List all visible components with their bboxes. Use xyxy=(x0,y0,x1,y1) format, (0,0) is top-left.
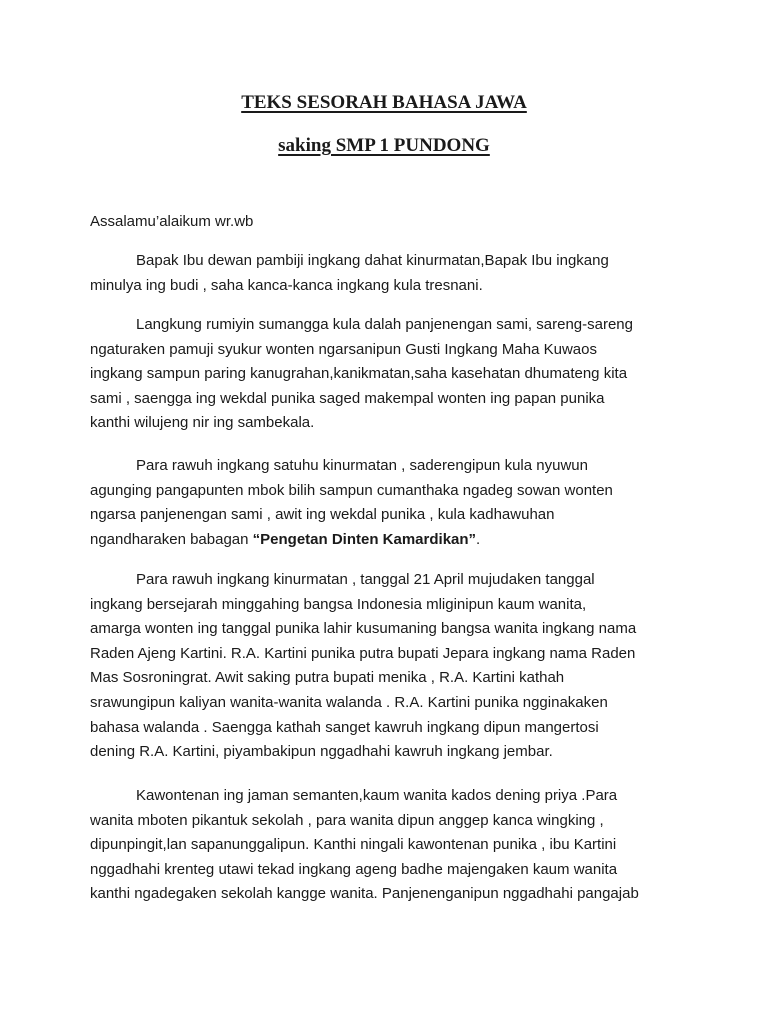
paragraph-2 xyxy=(90,313,690,436)
paragraph-line: ingkang bersejarah minggahing bangsa Indonesia mliginipun kaum wanita, xyxy=(90,595,587,613)
paragraph-line: ingkang sampun paring kanugrahan,kanikmatan,saha kasehatan dhumateng kita xyxy=(90,365,628,383)
paragraph-5 xyxy=(90,784,690,907)
paragraph-line: sami , saengga ing wekdal punika saged makempal wonten ing papan punika xyxy=(90,389,605,407)
paragraph-line: ngaturaken pamuji syukur wonten ngarsanipun Gusti Ingkang Maha Kuwaos xyxy=(90,340,597,358)
paragraph-line: Para rawuh ingkang satuhu kinurmatan , saderengipun kula nyuwun xyxy=(136,457,588,474)
paragraph-line: Kawontenan ing jaman semanten,kaum wanita kados dening priya .Para xyxy=(136,787,618,804)
paragraph-last-line xyxy=(90,528,690,553)
paragraph-line: Raden Ajeng Kartini. R.A. Kartini punika putra bupati Jepara ingkang nama Raden xyxy=(90,644,636,662)
paragraph-1 xyxy=(90,249,690,298)
greeting-line: Assalamu’alaikum wr.wb xyxy=(90,213,254,230)
paragraph-3 xyxy=(90,454,690,552)
topic-prefix: ngandharaken babagan xyxy=(90,530,253,548)
document-title: TEKS SESORAH BAHASA JAWA xyxy=(241,92,527,113)
paragraph-line: Langkung rumiyin sumangga kula dalah panjenengan sami, sareng-sareng xyxy=(136,316,633,333)
paragraph-line: agunging pangapunten mbok bilih sampun cumanthaka ngadeg sowan wonten xyxy=(90,481,613,499)
paragraph-line: Bapak Ibu dewan pambiji ingkang dahat kinurmatan,Bapak Ibu ingkang xyxy=(136,252,609,269)
topic-suffix: . xyxy=(476,530,481,548)
paragraph-line: kanthi wilujeng nir ing sambekala. xyxy=(90,414,315,432)
paragraph-line: Mas Sosroningrat. Awit saking putra bupati menika , R.A. Kartini kathah xyxy=(90,669,565,687)
paragraph-line: amarga wonten ing tanggal punika lahir kusumaning bangsa wanita ingkang nama xyxy=(90,620,637,638)
paragraph-line: dening R.A. Kartini, piyambakipun nggadhahi kawruh ingkang jembar. xyxy=(90,743,553,761)
paragraph-line: Para rawuh ingkang kinurmatan , tanggal 21 April mujudaken tanggal xyxy=(136,571,595,588)
greeting xyxy=(90,210,690,235)
paragraph-line: bahasa walanda . Saengga kathah sanget kawruh ingkang dipun mangertosi xyxy=(90,718,599,736)
paragraph-4 xyxy=(90,568,690,765)
paragraph-line: srawungipun kaliyan wanita-wanita walanda . R.A. Kartini punika ngginakaken xyxy=(90,693,608,711)
paragraph-line: ngarsa panjenengan sami , awit ing wekdal punika , kula kadhawuhan xyxy=(90,506,555,524)
paragraph-line: wanita mboten pikantuk sekolah , para wanita dipun anggep kanca wingking , xyxy=(90,811,604,829)
paragraph-line: dipunpingit,lan sapanunggalipun. Kanthi ningali kawontenan punika , ibu Kartini xyxy=(90,836,617,854)
paragraph-line: kanthi ngadegaken sekolah kangge wanita. Panjenenganipun nggadhahi pangajab xyxy=(90,885,639,903)
paragraph-line: minulya ing budi , saha kanca-kanca ingkang kula tresnani. xyxy=(90,276,483,294)
topic-title: “Pengetan Dinten Kamardikan” xyxy=(252,530,477,548)
paragraph-line: nggadhahi krenteg utawi tekad ingkang ageng badhe majengaken kaum wanita xyxy=(90,860,618,878)
document-subtitle: saking SMP 1 PUNDONG xyxy=(278,135,490,156)
